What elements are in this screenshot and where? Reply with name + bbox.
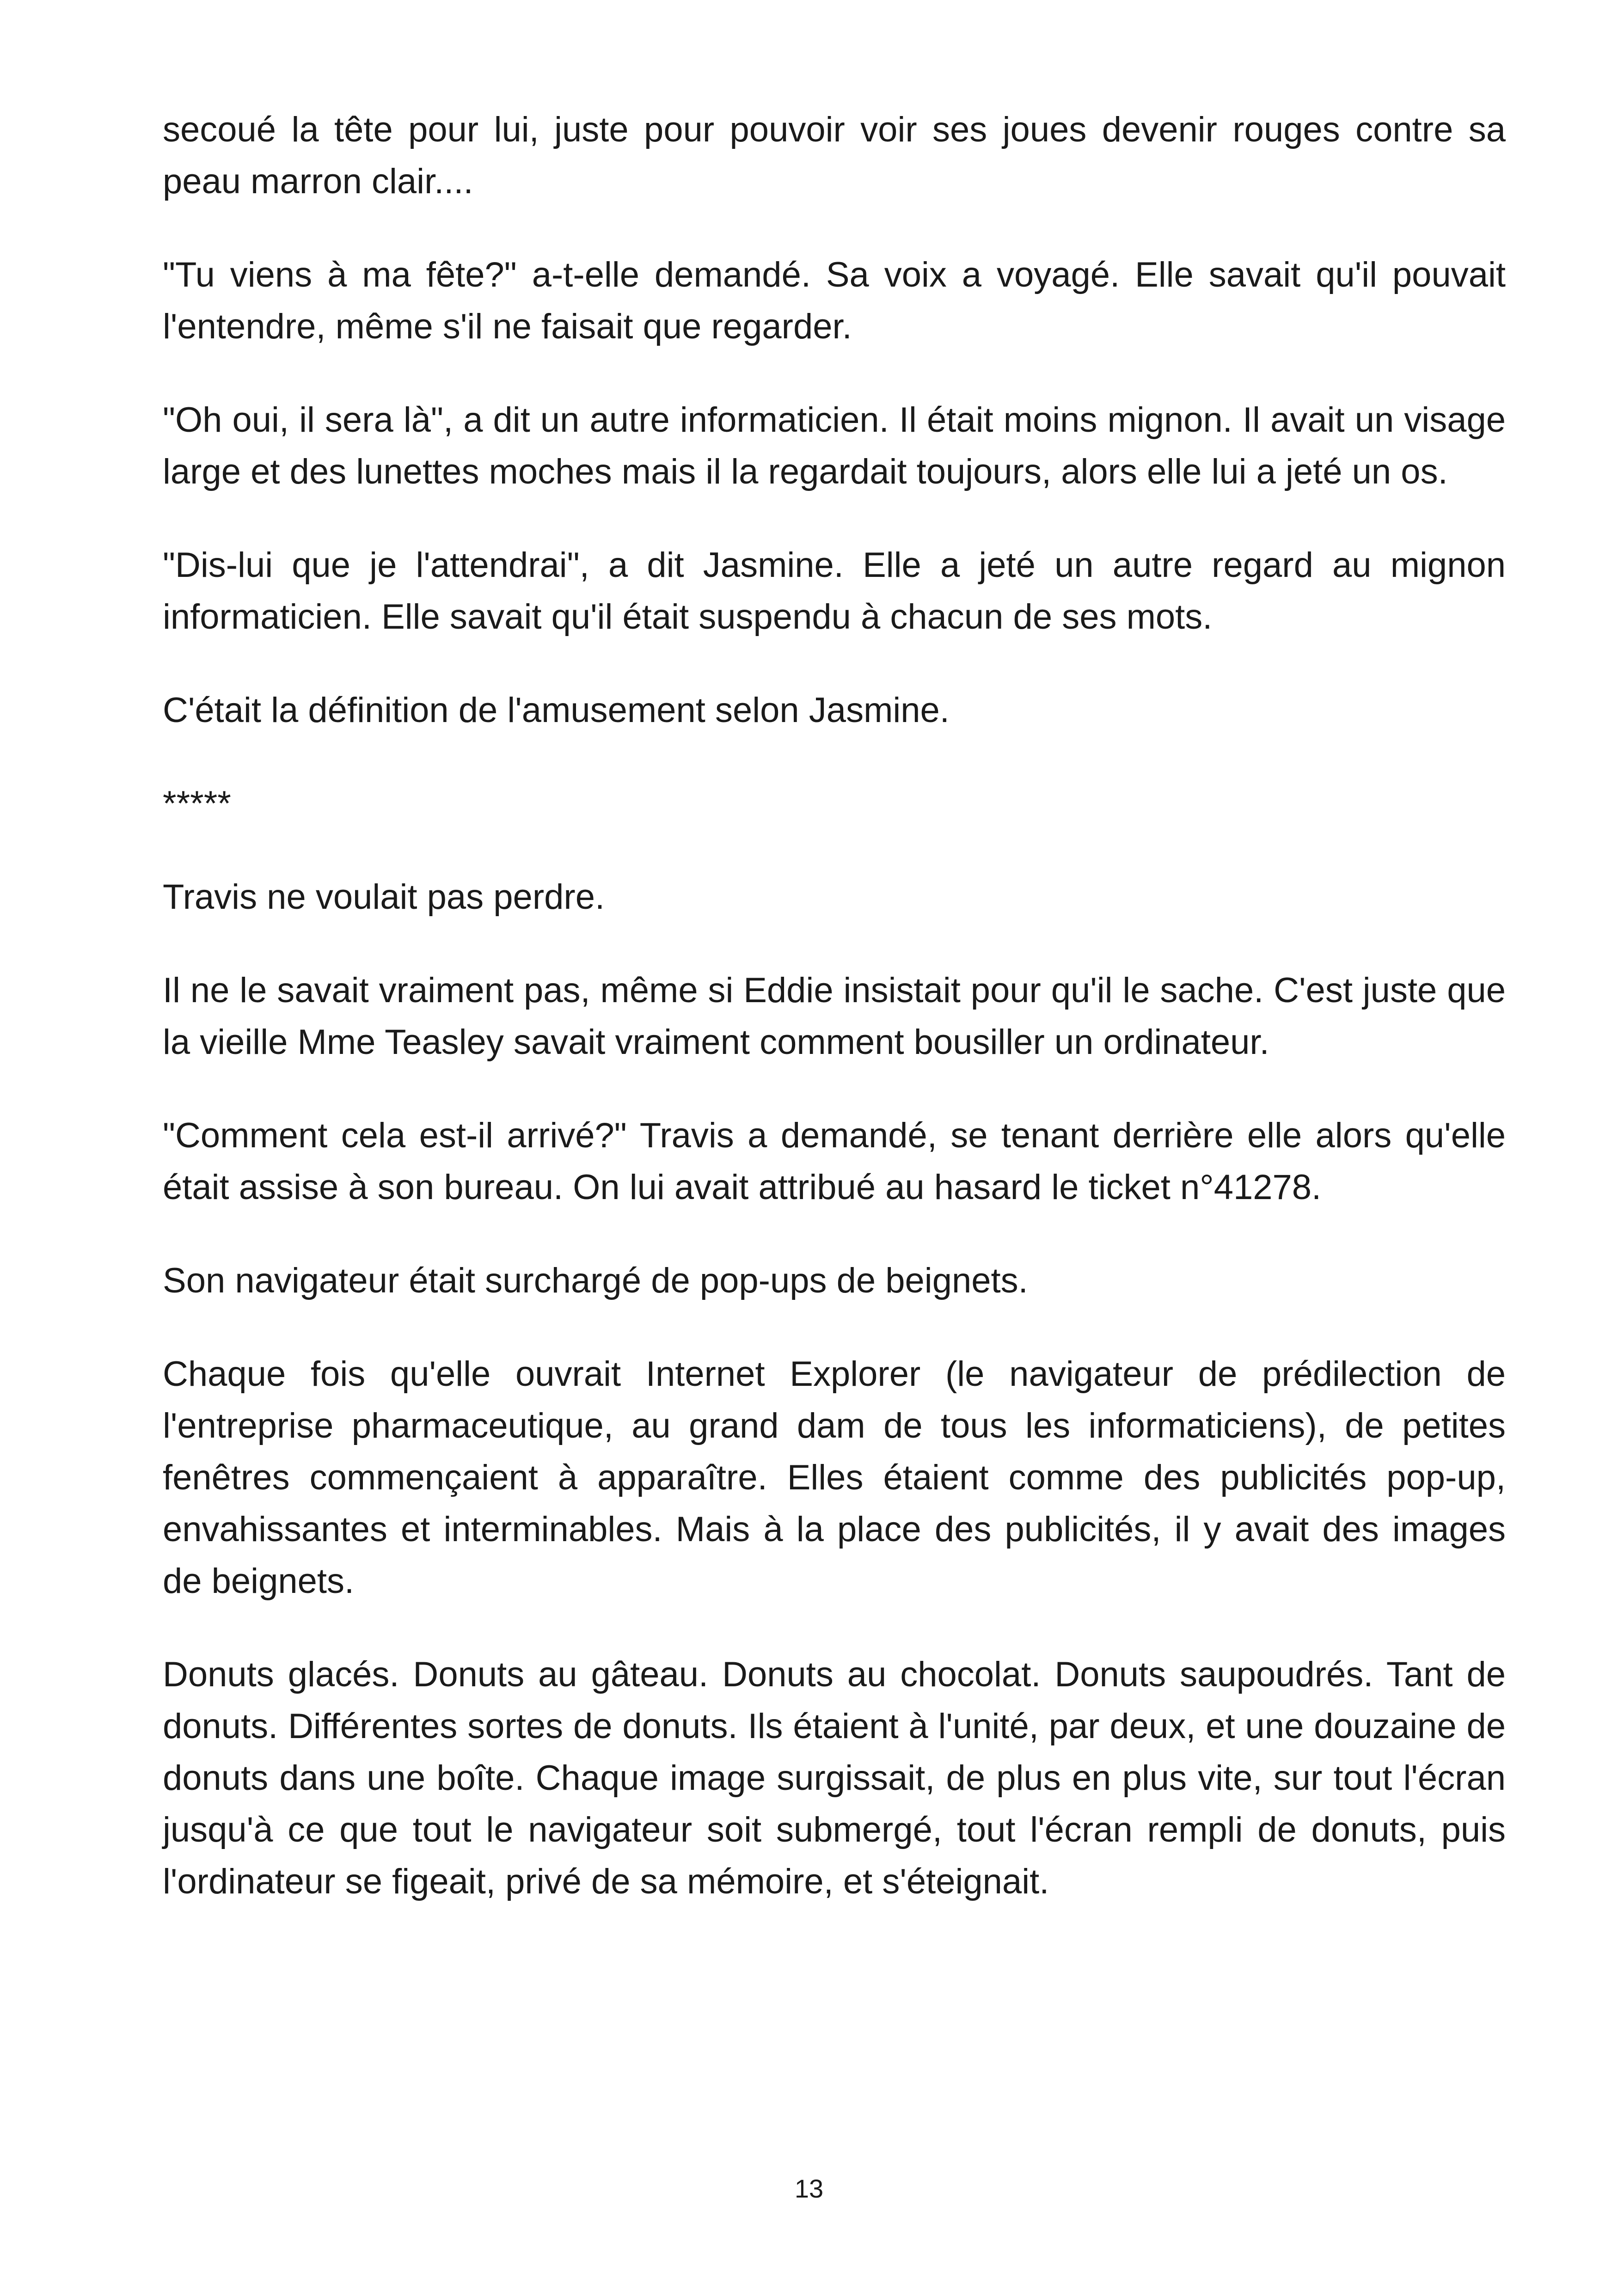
paragraph: secoué la tête pour lui, juste pour pouvoir voir ses joues devenir rouges contre sa peau marron clair.... [163,110,1506,201]
paragraph: Travis ne voulait pas perdre. [163,877,605,917]
page-number: 13 [794,2174,824,2203]
section-break: ***** [163,784,231,823]
paragraph: "Oh oui, il sera là", a dit un autre informaticien. Il était moins mignon. Il avait un visage large et des lunettes moches mais il la regardait toujours, alors elle lui a jeté un os. [163,400,1506,491]
paragraph: "Tu viens à ma fête?" a-t-elle demandé. Sa voix a voyagé. Elle savait qu'il pouvait l'entendre, même s'il ne faisait que regarder. [163,255,1506,346]
paragraph: Il ne le savait vraiment pas, même si Eddie insistait pour qu'il le sache. C'est juste que la vieille Mme Teasley savait vraiment comment bousiller un ordinateur. [163,971,1506,1062]
paragraph: "Comment cela est-il arrivé?" Travis a demandé, se tenant derrière elle alors qu'elle était assise à son bureau. On lui avait attribué au hasard le ticket n°41278. [163,1116,1506,1207]
paragraph: C'était la définition de l'amusement selon Jasmine. [163,691,950,730]
page-body-text [163,104,1506,1908]
paragraph: Son navigateur était surchargé de pop-ups de beignets. [163,1261,1028,1300]
paragraph: "Dis-lui que je l'attendrai", a dit Jasmine. Elle a jeté un autre regard au mignon informaticien. Elle savait qu'il était suspendu à chacun de ses mots. [163,545,1506,637]
paragraph: Chaque fois qu'elle ouvrait Internet Explorer (le navigateur de prédilection de l'entreprise pharmaceutique, au grand dam de tous les informaticiens), de petites fenêtres commençaient à apparaître. Elles étaient comme des publicités pop-up, envahissantes et interminables. Mais à la place des publicités, il y avait des images de beignets. [163,1354,1506,1601]
paragraph: Donuts glacés. Donuts au gâteau. Donuts au chocolat. Donuts saupoudrés. Tant de donuts. Différentes sortes de donuts. Ils étaient à l'unité, par deux, et une douzaine de donuts dans une boîte. Chaque image surgissait, de plus en plus vite, sur tout l'écran jusqu'à ce que tout le navigateur soit submergé, tout l'écran rempli de donuts, puis l'ordinateur se figeait, privé de sa mémoire, et s'éteignait. [163,1655,1506,1901]
